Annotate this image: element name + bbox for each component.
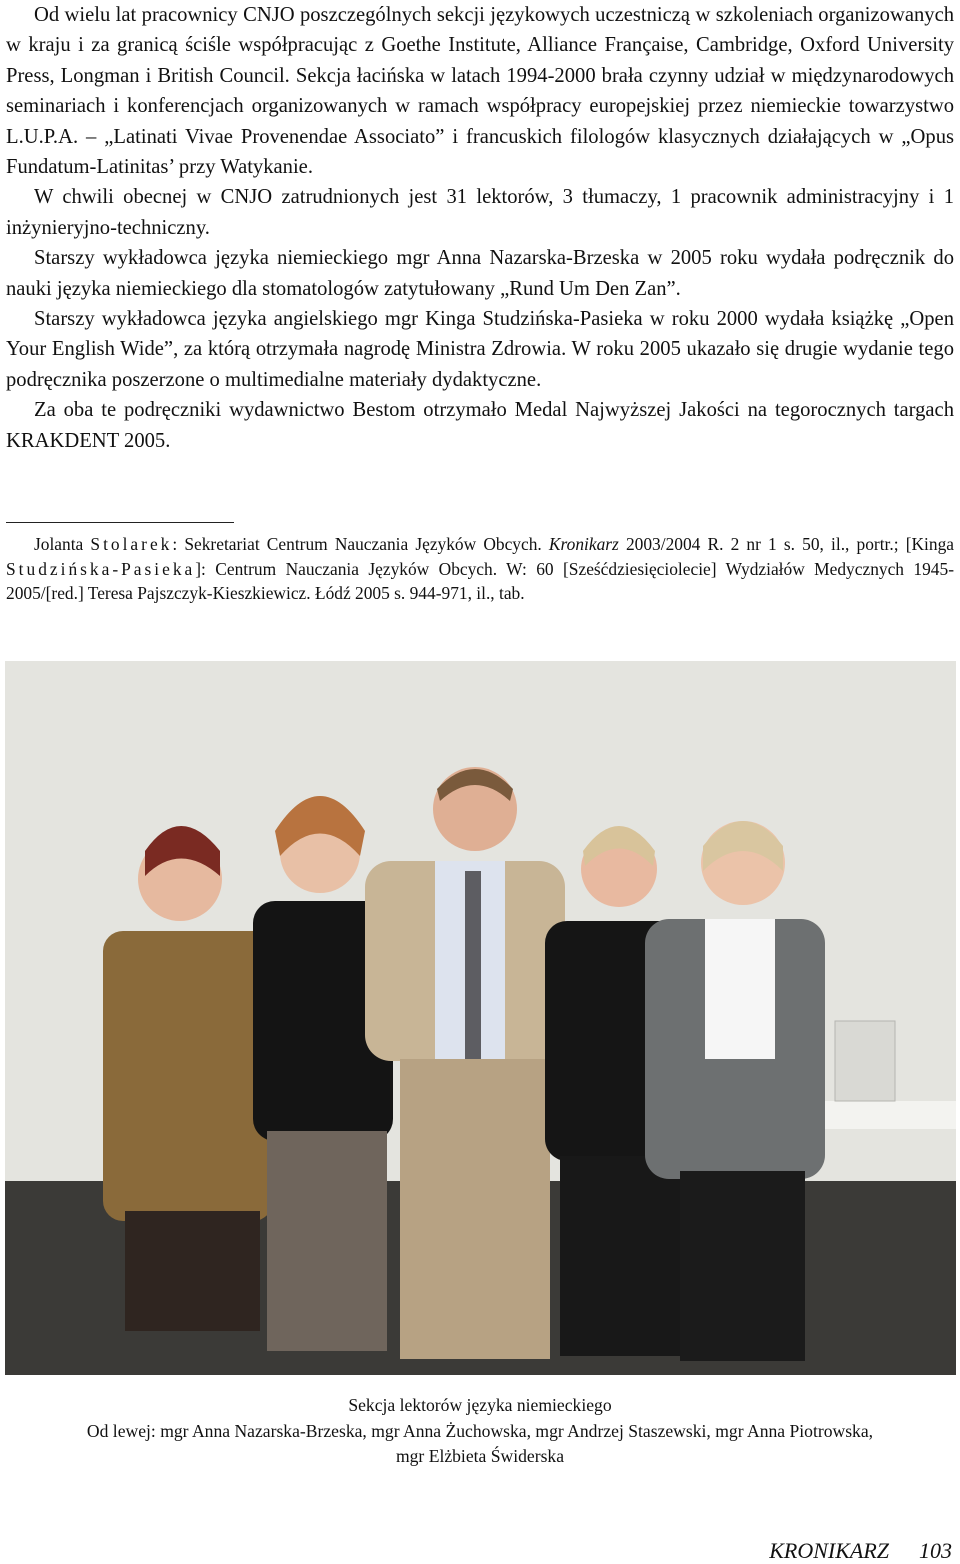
body-text [6, 0, 954, 456]
ref-text: 2003/2004 R. 2 nr 1 s. 50, il., portr.; [Kinga [618, 534, 954, 554]
ref-author: Stolarek [90, 534, 173, 554]
photo-monitor [835, 1021, 895, 1101]
ref-journal: Kronikarz [548, 534, 619, 554]
page-number: 103 [919, 1538, 952, 1563]
photo-desk [815, 1101, 956, 1129]
person-5-skirt [680, 1171, 805, 1361]
person-2-skirt [267, 1131, 387, 1351]
person-3-trousers [400, 1059, 550, 1359]
paragraph: W chwili obecnej w CNJO zatrudnionych jest 31 lektorów, 3 tłumaczy, 1 pracownik administracyjny i 1 inżynieryjno-techniczny. [6, 186, 954, 239]
group-photo [5, 661, 956, 1375]
references [6, 532, 954, 606]
caption-line: mgr Elżbieta Świderska [395, 1446, 565, 1466]
paragraph: Starszy wykładowca języka angielskiego mgr Kinga Studzińska-Pasieka w roku 2000 wydała książkę „Open Your English Wide”, za którą otrzymała nagrodę Ministra Zdrowia. W roku 2005 ukazało się drugie wydanie tego podręcznika poszerzone o multimedialne materiały dydaktyczne. [6, 308, 954, 391]
paragraph: Od wielu lat pracownicy CNJO poszczególnych sekcji językowych uczestniczą w szkoleniach organizowanych w kraju i za granicą ściśle współpracując z Goethe Institute, Alliance Française, Cambridge, Oxford University Press, Longman i British Council. Sekcja łacińska w latach 1994-2000 brała czynny udział w międzynarodowych seminariach i konferencjach organizowanych w ramach współpracy europejskiej przez niemieckie towarzystwo L.U.P.A. – „Latinati Vivae Provenendae Associato” i francuskich filologów klasycznych działających w „Opus Fundatum-Latinitas’ przy Watykanie. [6, 4, 954, 179]
person-5-blouse [705, 919, 775, 1059]
publication-name: KRONIKARZ [769, 1538, 889, 1563]
page-footer [739, 1538, 952, 1564]
ref-text: Jolanta [34, 534, 91, 554]
caption-line: Od lewej: mgr Anna Nazarska-Brzeska, mgr Anna Żuchowska, mgr Andrzej Staszewski, mgr Anna Piotrowska, [86, 1420, 874, 1441]
reference-entry [6, 532, 954, 606]
paragraph: Za oba te podręczniki wydawnictwo Bestom otrzymało Medal Najwyższej Jakości na tegorocznych targach KRAKDENT 2005. [6, 399, 954, 452]
group-photo-illustration [5, 661, 956, 1375]
ref-text: : Sekretariat Centrum Nauczania Języków Obcych. [172, 534, 549, 554]
person-1-skirt [125, 1211, 260, 1331]
person-3-tie [465, 871, 481, 1061]
ref-text: ]: Centrum Nauczania Języków Obcych. W: 60 [Sześćdziesięciolecie] Wydziałów Medycznych 1945-2005/[red.] Teresa Pajszczyk-Kieszkiewicz. Łódź 2005 s. 944-971, il., tab. [6, 558, 954, 604]
paragraph: Starszy wykładowca języka niemieckiego mgr Anna Nazarska-Brzeska w 2005 roku wydała podręcznik do nauki języka niemieckiego dla stomatologów zatytułowany „Rund Um Den Zan”. [6, 247, 954, 300]
caption-title: Sekcja lektorów języka niemieckiego [348, 1395, 612, 1415]
footnote-rule [6, 522, 234, 523]
ref-author: Studzińska-Pasieka [6, 558, 196, 579]
person-4-skirt [560, 1156, 685, 1356]
photo-caption [0, 1393, 960, 1470]
person-1-jacket [103, 931, 273, 1221]
